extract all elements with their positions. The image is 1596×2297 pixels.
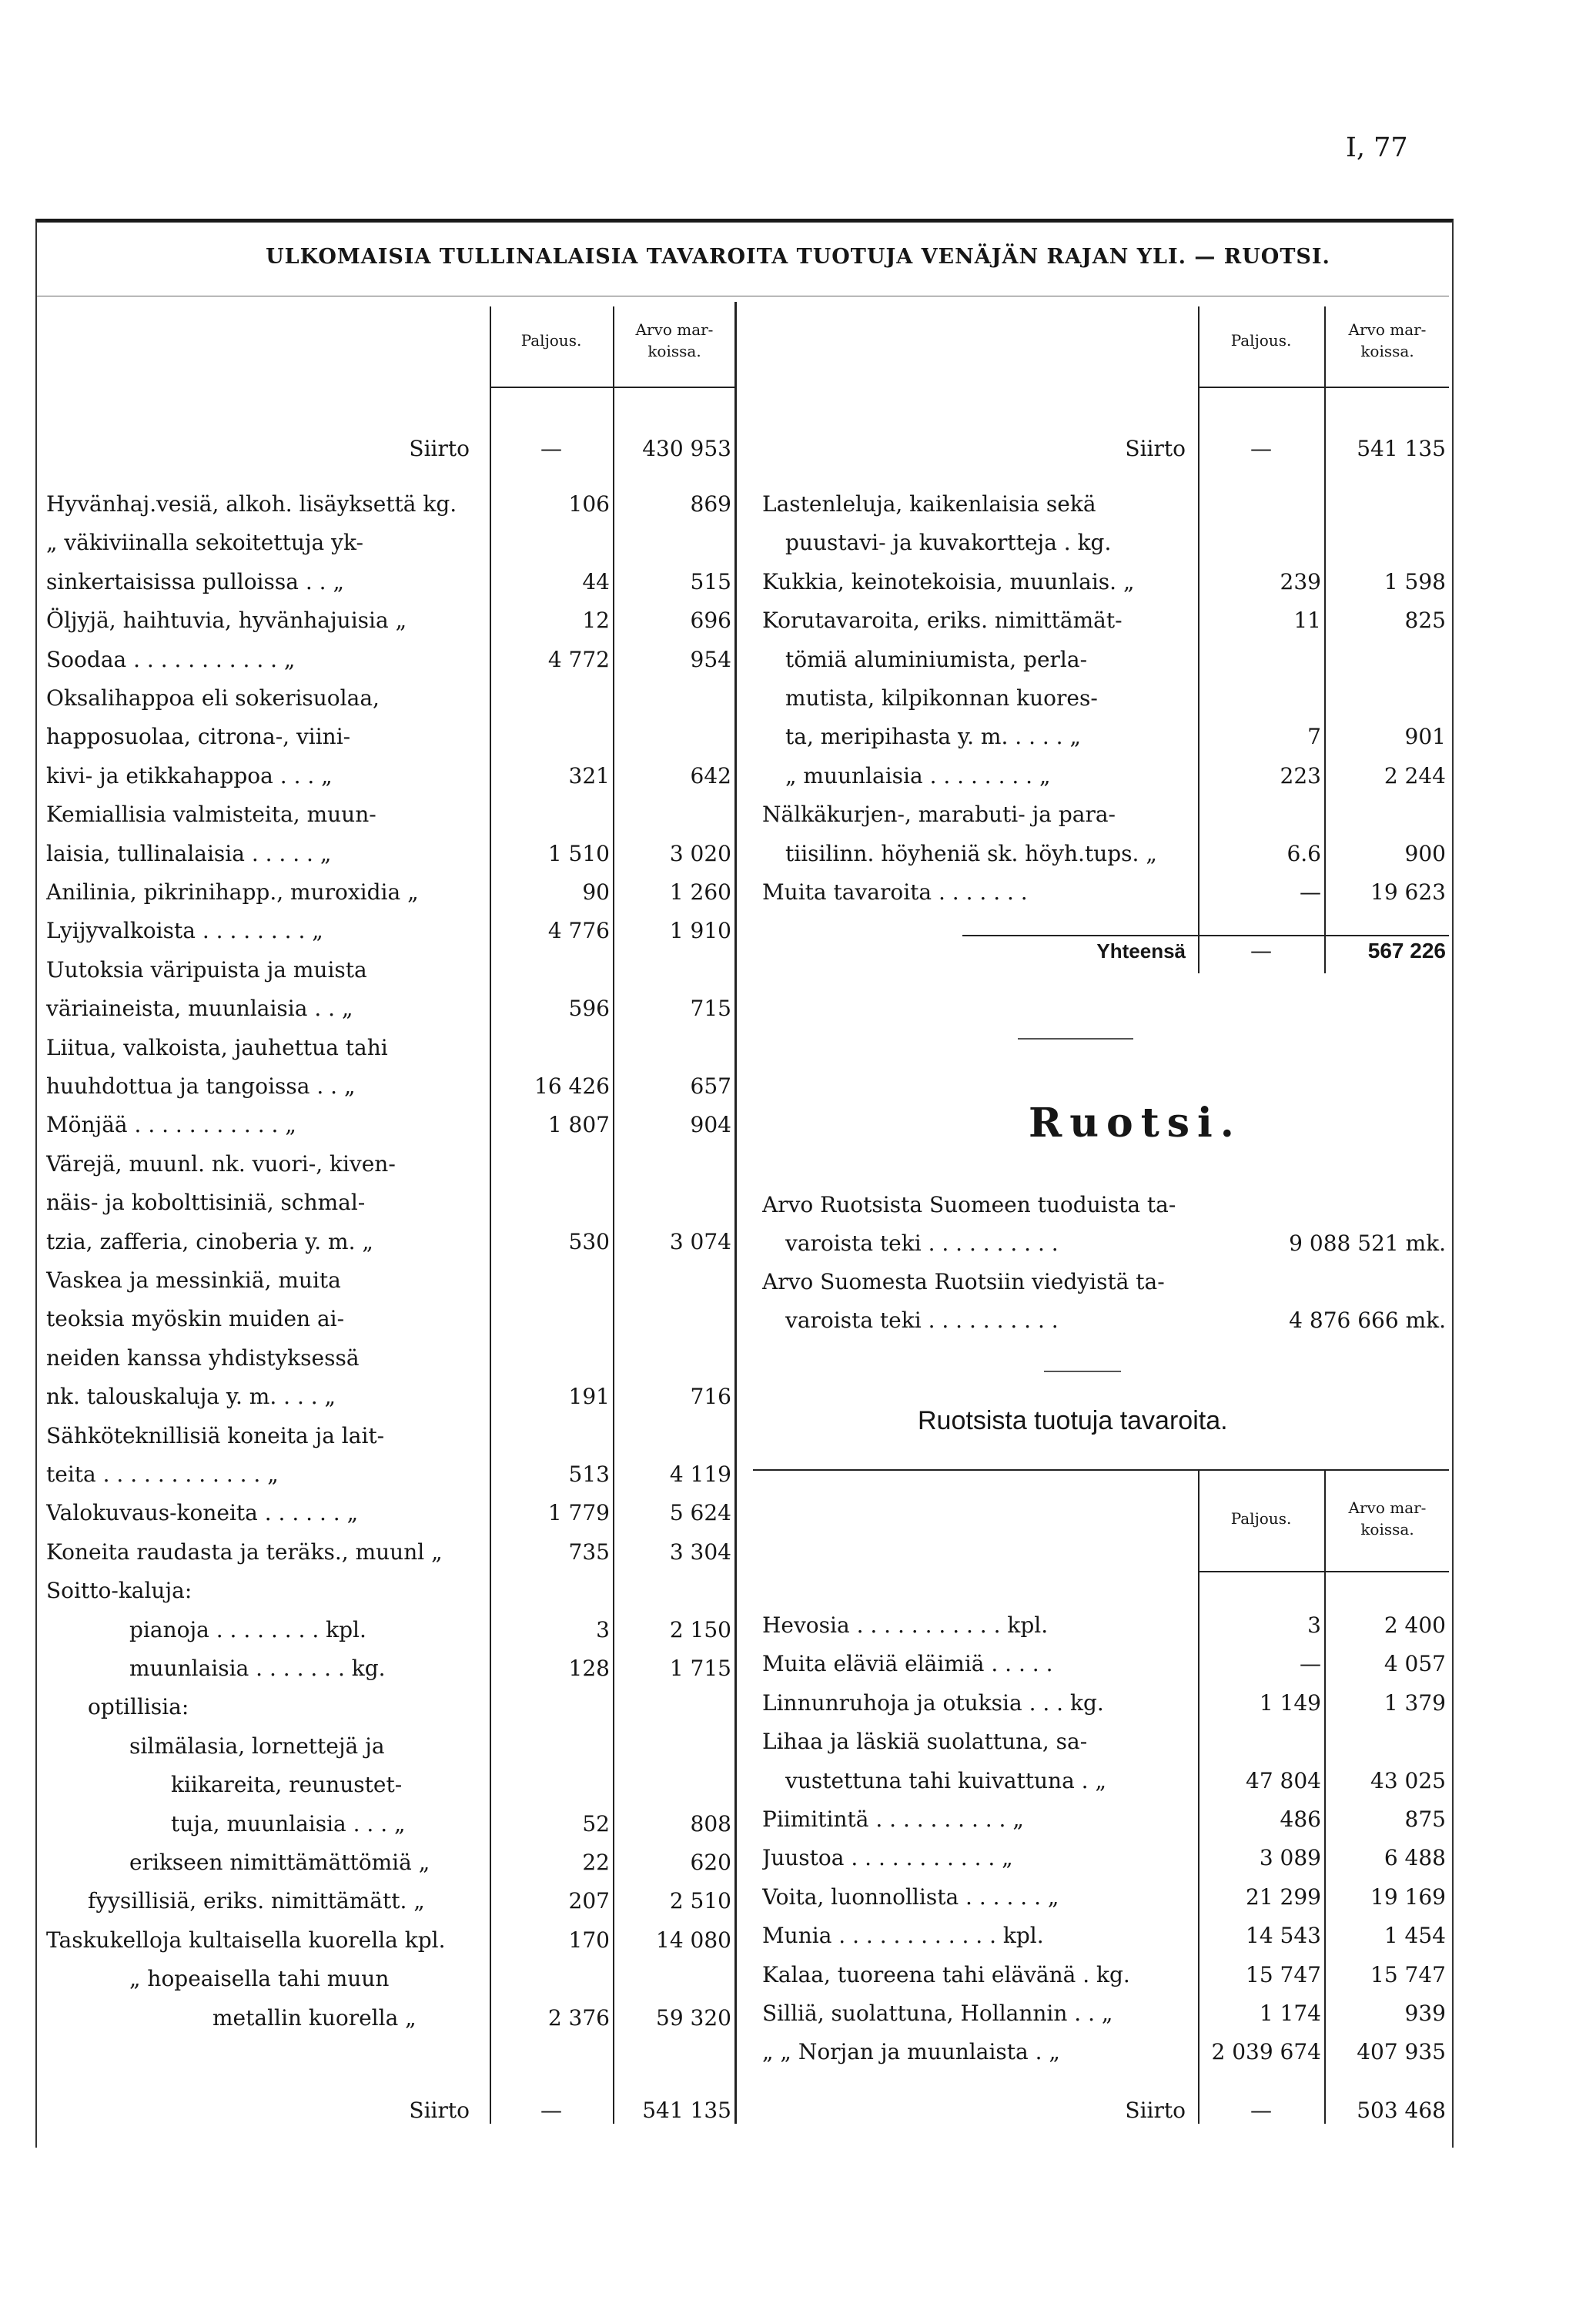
left-row-label: „ hopeaisella tahi muun — [129, 1966, 390, 1992]
right-siirto-bottom-label: Siirto — [1125, 2098, 1186, 2123]
right-lower-row-paljous: 21 299 — [1246, 1883, 1321, 1910]
left-row-paljous: 1 807 — [547, 1112, 610, 1138]
left-row-arvo: 620 — [690, 1850, 731, 1875]
right-lower-row-arvo: 43 025 — [1370, 1767, 1446, 1793]
right-lower-header-rule — [1198, 1571, 1449, 1572]
left-vline-1 — [490, 306, 491, 2124]
left-header-paljous: Paljous. — [520, 331, 582, 350]
right-lower-row-arvo: 15 747 — [1370, 1961, 1446, 1987]
right-lower-row-label: Hevosia . . . . . . . . . . . kpl. — [762, 1612, 1049, 1638]
right-lower-row-label: Juustoa . . . . . . . . . . . „ — [762, 1845, 1013, 1871]
left-row-arvo: 5 624 — [669, 1500, 731, 1526]
right-lower-vline-1 — [1198, 1469, 1200, 2124]
left-siirto-top-label: Siirto — [409, 436, 470, 461]
right-lower-row-label: Lihaa ja läskiä suolattuna, sa- — [762, 1729, 1088, 1755]
right-row-label: Nälkäkurjen-, marabuti- ja para- — [762, 802, 1116, 828]
right-siirto-top-label: Siirto — [1125, 436, 1186, 461]
left-row-paljous: 52 — [582, 1810, 610, 1837]
left-row-paljous: 12 — [582, 608, 610, 634]
right-total-rule — [962, 935, 1449, 936]
left-row-paljous: 170 — [568, 1927, 610, 1953]
left-row-arvo: 696 — [690, 608, 731, 634]
left-row-paljous: 2 376 — [547, 2004, 610, 2031]
left-row-arvo: 59 320 — [656, 2004, 731, 2031]
right-lower-row-paljous: 3 — [1307, 1612, 1321, 1638]
left-row-label: kiikareita, reunustet- — [171, 1772, 403, 1798]
right-vline-2 — [1324, 306, 1326, 973]
left-siirto-bottom-arvo: 541 135 — [642, 2098, 731, 2123]
header-rule-right — [1198, 387, 1449, 388]
left-row-label: näis- ja kobolttisiniä, schmal- — [46, 1190, 366, 1216]
right-lower-row-arvo: 875 — [1404, 1806, 1446, 1832]
left-row-label: väriaineista, muunlaisia . . „ — [46, 996, 353, 1022]
right-header-paljous: Paljous. — [1230, 331, 1292, 350]
right-total-paljous: — — [1250, 938, 1272, 963]
right-lower-row-paljous: 15 747 — [1246, 1961, 1321, 1987]
ruotsi-value-line-text: varoista teki . . . . . . . . . . — [785, 1308, 1059, 1333]
right-row-label: Korutavaroita, eriks. nimittämät- — [762, 608, 1123, 634]
left-header-arvo-line1: Arvo mar- — [635, 320, 714, 339]
left-row-label: neiden kanssa yhdistyksessä — [46, 1344, 360, 1371]
left-row-label: fyysillisiä, eriks. nimittämätt. „ — [88, 1888, 425, 1914]
right-siirto-top-paljous: — — [1250, 436, 1272, 461]
left-row-label: Mönjää . . . . . . . . . . . „ — [46, 1112, 296, 1138]
right-siirto-bottom-arvo: 503 468 — [1357, 2098, 1446, 2123]
left-row-label: happosuolaa, citrona-, viini- — [46, 724, 351, 750]
left-row-paljous: 44 — [582, 568, 610, 594]
left-row-paljous: 596 — [568, 996, 610, 1022]
left-row-arvo: 715 — [690, 996, 731, 1022]
left-row-arvo: 515 — [690, 568, 731, 594]
left-row-label: huuhdottua ja tangoissa . . „ — [46, 1073, 356, 1099]
left-row-paljous: 191 — [568, 1384, 610, 1410]
right-lower-rule-top — [753, 1469, 1449, 1471]
right-row-arvo: 2 244 — [1384, 762, 1446, 789]
right-row-paljous: 11 — [1293, 608, 1321, 634]
left-row-label: silmälasia, lornettejä ja — [129, 1733, 385, 1759]
right-lower-header-arvo — [1326, 1497, 1449, 1540]
left-row-arvo: 3 304 — [669, 1539, 731, 1565]
left-row-label: Soitto-kaluja: — [46, 1578, 192, 1604]
left-row-paljous: 530 — [568, 1228, 610, 1254]
right-lower-row-paljous: 47 804 — [1246, 1767, 1321, 1793]
ruotsi-value-line-amount: 9 088 521 mk. — [1289, 1231, 1446, 1256]
left-row-label: Liitua, valkoista, jauhettua tahi — [46, 1034, 388, 1060]
ruotsi-value-line-text: varoista teki . . . . . . . . . . — [785, 1231, 1059, 1256]
right-total-arvo: 567 226 — [1367, 939, 1446, 963]
right-row-label: tömiä aluminiumista, perla- — [785, 646, 1088, 672]
left-siirto-bottom-label: Siirto — [409, 2098, 470, 2123]
ruotsi-value-line-text: Arvo Ruotsista Suomeen tuoduista ta- — [762, 1192, 1176, 1217]
right-row-arvo: 901 — [1404, 724, 1446, 750]
left-row-label: Vaskea ja messinkiä, muita — [46, 1267, 341, 1293]
right-lower-row-arvo: 6 488 — [1384, 1845, 1446, 1871]
right-lower-row-label: Silliä, suolattuna, Hollannin . . „ — [762, 2001, 1113, 2026]
left-row-arvo: 14 080 — [656, 1927, 731, 1953]
left-vline-2 — [613, 306, 614, 2124]
left-row-label: kivi- ja etikkahappoa . . . „ — [46, 762, 333, 789]
right-lower-row-arvo: 4 057 — [1384, 1651, 1446, 1677]
right-lower-row-arvo: 19 169 — [1370, 1883, 1446, 1910]
left-row-paljous: 3 — [596, 1616, 610, 1642]
left-row-paljous: 513 — [568, 1462, 610, 1487]
left-row-label: erikseen nimittämättömiä „ — [129, 1850, 430, 1875]
left-row-label: Soodaa . . . . . . . . . . . „ — [46, 646, 296, 672]
ruotsi-value-line-amount: 4 876 666 mk. — [1289, 1308, 1446, 1333]
right-lower-row-arvo: 2 400 — [1384, 1612, 1446, 1638]
left-row-arvo: 3 074 — [669, 1228, 731, 1254]
right-lower-row-paljous: 14 543 — [1246, 1923, 1321, 1949]
left-row-label: Sähköteknillisiä koneita ja lait- — [46, 1422, 385, 1448]
right-row-arvo: 825 — [1404, 608, 1446, 634]
right-lower-row-paljous: 3 089 — [1259, 1845, 1321, 1871]
left-row-label: pianoja . . . . . . . . kpl. — [129, 1616, 366, 1642]
left-row-label: Öljyjä, haihtuvia, hyvänhajuisia „ — [46, 608, 407, 634]
left-row-label: Taskukelloja kultaisella kuorella kpl. — [46, 1927, 446, 1953]
right-lower-row-paljous: 486 — [1280, 1806, 1321, 1832]
left-row-arvo: 4 119 — [669, 1462, 731, 1487]
right-lower-row-label: Linnunruhoja ja otuksia . . . kg. — [762, 1689, 1104, 1716]
left-row-paljous: 22 — [582, 1850, 610, 1875]
right-lower-row-arvo: 1 454 — [1384, 1923, 1446, 1949]
right-row-label: Kukkia, keinotekoisia, muunlais. „ — [762, 568, 1135, 594]
right-row-paljous: 223 — [1280, 762, 1321, 789]
left-row-arvo: 904 — [690, 1112, 731, 1138]
right-total-label: Yhteensä — [1096, 939, 1186, 963]
left-row-label: optillisia: — [88, 1694, 189, 1720]
left-row-label: Värejä, muunl. nk. vuori-, kiven- — [46, 1150, 396, 1177]
left-siirto-bottom-paljous: — — [540, 2098, 562, 2123]
right-row-paljous: 239 — [1280, 568, 1321, 594]
left-row-label: Koneita raudasta ja teräks., muunl „ — [46, 1539, 443, 1565]
right-row-arvo: 19 623 — [1370, 879, 1446, 905]
left-row-arvo: 2 150 — [669, 1616, 731, 1642]
right-vline-1 — [1198, 306, 1200, 973]
left-row-paljous: 106 — [568, 491, 610, 517]
left-row-arvo: 3 020 — [669, 840, 731, 866]
right-header-arvo-line2: koissa. — [1360, 342, 1414, 360]
left-row-arvo: 1 715 — [669, 1656, 731, 1681]
right-lower-vline-2 — [1324, 1469, 1326, 2124]
right-row-label: puustavi- ja kuvakortteja . kg. — [785, 530, 1112, 556]
right-lower-row-arvo: 939 — [1404, 2001, 1446, 2026]
right-row-label: ta, meripihasta y. m. . . . . „ — [785, 724, 1081, 750]
left-row-arvo: 2 510 — [669, 1888, 731, 1914]
right-header-arvo-line1: Arvo mar- — [1348, 320, 1427, 339]
left-row-label: „ väkiviinalla sekoitettuja yk- — [46, 530, 363, 556]
right-lower-row-label: Muita eläviä eläimiä . . . . . — [762, 1651, 1053, 1677]
right-lower-row-arvo: 1 379 — [1384, 1689, 1446, 1716]
right-lower-row-paljous: 2 039 674 — [1211, 2039, 1321, 2065]
short-rule-1 — [1018, 1038, 1133, 1040]
right-row-paljous: — — [1300, 879, 1321, 905]
right-lower-row-label: vustettuna tahi kuivattuna . „ — [785, 1767, 1106, 1793]
ruotsi-heading: Ruotsi. — [1029, 1100, 1242, 1147]
left-row-arvo: 642 — [690, 762, 731, 789]
page-number: I, 77 — [1346, 132, 1408, 163]
left-row-paljous: 207 — [568, 1888, 610, 1914]
left-row-paljous: 1 510 — [547, 840, 610, 866]
right-siirto-top-arvo: 541 135 — [1357, 436, 1446, 461]
left-row-arvo: 808 — [690, 1810, 731, 1837]
page-title: ULKOMAISIA TULLINALAISIA TAVAROITA TUOTUJA VENÄJÄN RAJAN YLI. — RUOTSI. — [266, 245, 1330, 269]
right-lower-row-label: „ „ Norjan ja muunlaista . „ — [762, 2039, 1060, 2065]
left-row-arvo: 1 260 — [669, 879, 731, 905]
left-siirto-top-paljous: — — [540, 436, 562, 461]
left-row-label: Valokuvaus-koneita . . . . . . „ — [46, 1500, 359, 1526]
right-row-label: mutista, kilpikonnan kuores- — [785, 685, 1098, 711]
right-lower-header-paljous: Paljous. — [1230, 1509, 1292, 1528]
left-row-label: sinkertaisissa pulloissa . . „ — [46, 568, 344, 594]
left-header-arvo-line2: koissa. — [647, 342, 701, 360]
right-lower-row-label: Voita, luonnollista . . . . . . „ — [762, 1883, 1059, 1910]
left-row-arvo: 954 — [690, 646, 731, 672]
left-row-arvo: 657 — [690, 1073, 731, 1099]
sub-heading: Ruotsista tuotuja tavaroita. — [918, 1406, 1228, 1435]
right-lower-header-arvo-line1: Arvo mar- — [1348, 1498, 1427, 1517]
left-row-paljous: 1 779 — [547, 1500, 610, 1526]
left-row-label: Kemiallisia valmisteita, muun- — [46, 802, 376, 828]
left-row-label: Lyijyvalkoista . . . . . . . . „ — [46, 918, 323, 944]
left-row-paljous: 16 426 — [534, 1073, 610, 1099]
right-row-label: tiisilinn. höyheniä sk. höyh.tups. „ — [785, 840, 1157, 866]
left-row-label: Oksalihappoa eli sokerisuolaa, — [46, 685, 380, 711]
left-row-label: tzia, zafferia, cinoberia y. m. „ — [46, 1228, 373, 1254]
right-header-arvo — [1326, 319, 1449, 362]
right-row-paljous: 6.6 — [1287, 840, 1321, 866]
left-row-label: Uutoksia väripuista ja muista — [46, 956, 367, 983]
left-row-paljous: 321 — [568, 762, 610, 789]
left-row-label: Anilinia, pikrinihapp., muroxidia „ — [46, 879, 419, 905]
right-lower-row-paljous: — — [1300, 1651, 1321, 1677]
left-header-arvo — [614, 319, 734, 362]
right-lower-row-label: Piimitintä . . . . . . . . . . „ — [762, 1806, 1024, 1832]
left-row-paljous: 90 — [582, 879, 610, 905]
right-lower-row-paljous: 1 174 — [1259, 2001, 1321, 2026]
left-row-arvo: 716 — [690, 1384, 731, 1410]
header-rule-left — [490, 387, 734, 388]
left-row-label: metallin kuorella „ — [212, 2004, 417, 2031]
left-siirto-top-arvo: 430 953 — [642, 436, 731, 461]
right-row-arvo: 900 — [1404, 840, 1446, 866]
left-row-arvo: 1 910 — [669, 918, 731, 944]
left-row-arvo: 869 — [690, 491, 731, 517]
right-lower-row-arvo: 407 935 — [1357, 2039, 1446, 2065]
right-siirto-bottom-paljous: — — [1250, 2098, 1272, 2123]
left-row-paljous: 735 — [568, 1539, 610, 1565]
left-row-label: Hyvänhaj.vesiä, alkoh. lisäyksettä kg. — [46, 491, 457, 517]
left-row-paljous: 4 776 — [547, 918, 610, 944]
ruotsi-value-line-text: Arvo Suomesta Ruotsiin viedyistä ta- — [762, 1269, 1165, 1294]
left-row-label: muunlaisia . . . . . . . kg. — [129, 1656, 386, 1681]
right-lower-row-paljous: 1 149 — [1259, 1689, 1321, 1716]
left-row-paljous: 128 — [568, 1656, 610, 1681]
left-row-label: tuja, muunlaisia . . . „ — [171, 1810, 406, 1837]
left-row-label: teoksia myöskin muiden ai- — [46, 1306, 345, 1332]
right-row-paljous: 7 — [1307, 724, 1321, 750]
right-row-label: Lastenleluja, kaikenlaisia sekä — [762, 491, 1096, 517]
left-row-label: nk. talouskaluja y. m. . . . „ — [46, 1384, 336, 1410]
left-row-paljous: 4 772 — [547, 646, 610, 672]
left-row-label: teita . . . . . . . . . . . . „ — [46, 1462, 279, 1487]
left-vline-3 — [734, 302, 737, 2124]
right-row-label: Muita tavaroita . . . . . . . — [762, 879, 1028, 905]
right-lower-row-label: Kalaa, tuoreena tahi elävänä . kg. — [762, 1961, 1130, 1987]
short-rule-2 — [1044, 1371, 1121, 1372]
right-row-arvo: 1 598 — [1384, 568, 1446, 594]
right-lower-header-arvo-line2: koissa. — [1360, 1520, 1414, 1539]
right-row-label: „ muunlaisia . . . . . . . . „ — [785, 762, 1051, 789]
right-lower-row-label: Munia . . . . . . . . . . . . kpl. — [762, 1923, 1044, 1949]
left-row-label: laisia, tullinalaisia . . . . . „ — [46, 840, 332, 866]
